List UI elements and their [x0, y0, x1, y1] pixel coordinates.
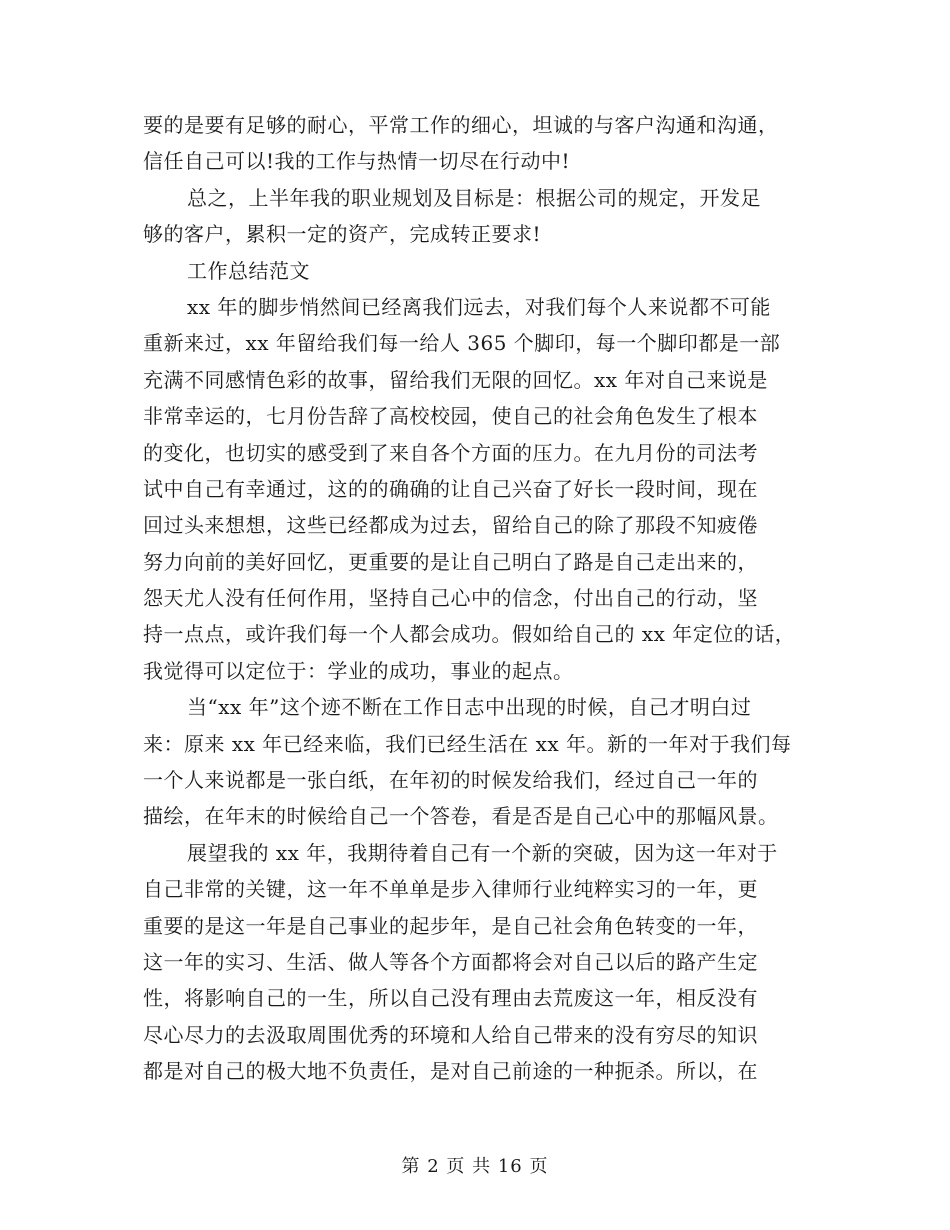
text-line: 信任自己可以!我的工作与热情一切尽在行动中! — [143, 149, 571, 174]
text-line: 总之，上半年我的职业规划及目标是：根据公司的规定，开发足 — [187, 185, 761, 210]
page-footer: 第 2 页 共 16 页 — [401, 1156, 549, 1177]
document-body — [143, 107, 815, 1090]
text-line: 自己非常的关键，这一年不单单是步入律师行业纯粹实习的一年，更 — [143, 877, 758, 902]
text-line: 试中自己有幸通过，这的的确确的让自己兴奋了好长一段时间，现在 — [143, 476, 758, 501]
text-line: 都是对自己的极大地不负责任，是对自己前途的一种扼杀。所以，在 — [143, 1059, 758, 1084]
text-line: 我觉得可以定位于：学业的成功，事业的起点。 — [143, 658, 574, 683]
text-line: 怨天尤人没有任何作用，坚持自己心中的信念，付出自己的行动，坚 — [143, 586, 758, 611]
text-line: 性，将影响自己的一生，所以自己没有理由去荒废这一年，相反没有 — [143, 986, 758, 1011]
text-line: 描绘，在年末的时候给自己一个答卷，看是否是自己心中的那幅风景。 — [143, 804, 779, 829]
text-line: 的变化，也切实的感受到了来自各个方面的压力。在九月份的司法考 — [143, 440, 758, 465]
text-line: 重要的是这一年是自己事业的起步年，是自己社会角色转变的一年， — [143, 913, 758, 938]
text-line: 充满不同感情色彩的故事，留给我们无限的回忆。xx 年对自己来说是 — [143, 367, 768, 392]
text-line: 持一点点，或许我们每一个人都会成功。假如给自己的 xx 年定位的话， — [143, 622, 796, 647]
text-line: 工作总结范文 — [187, 258, 310, 283]
text-line: 回过头来想想，这些已经都成为过去，留给自己的除了那段不知疲倦 — [143, 513, 758, 538]
text-line: 要的是要有足够的耐心，平常工作的细心，坦诚的与客户沟通和沟通， — [143, 113, 779, 137]
text-line: xx 年的脚步悄然间已经离我们远去，对我们每个人来说都不可能 — [187, 294, 771, 319]
text-line: 尽心尽力的去汲取周围优秀的环境和人给自己带来的没有穷尽的知识 — [143, 1022, 758, 1047]
text-line: 展望我的 xx 年，我期待着自己有一个新的突破，因为这一年对于 — [187, 840, 778, 865]
text-line: 努力向前的美好回忆，更重要的是让自己明白了路是自己走出来的， — [143, 549, 758, 574]
text-line: 一个人来说都是一张白纸，在年初的时候发给我们，经过自己一年的 — [143, 768, 758, 793]
text-line: 来：原来 xx 年已经来临，我们已经生活在 xx 年。新的一年对于我们每 — [143, 731, 792, 756]
text-line: 重新来过，xx 年留给我们每一给人 365 个脚印，每一个脚印都是一部 — [143, 331, 781, 356]
text-line: 这一年的实习、生活、做人等各个方面都将会对自己以后的路产生定 — [143, 949, 758, 974]
text-line: 够的客户，累积一定的资产，完成转正要求! — [143, 222, 542, 247]
text-line: 非常幸运的，七月份告辞了高校校园，使自己的社会角色发生了根本 — [143, 404, 758, 429]
text-line: 当“xx 年”这个迹不断在工作日志中出现的时候，自己才明白过 — [187, 695, 752, 720]
